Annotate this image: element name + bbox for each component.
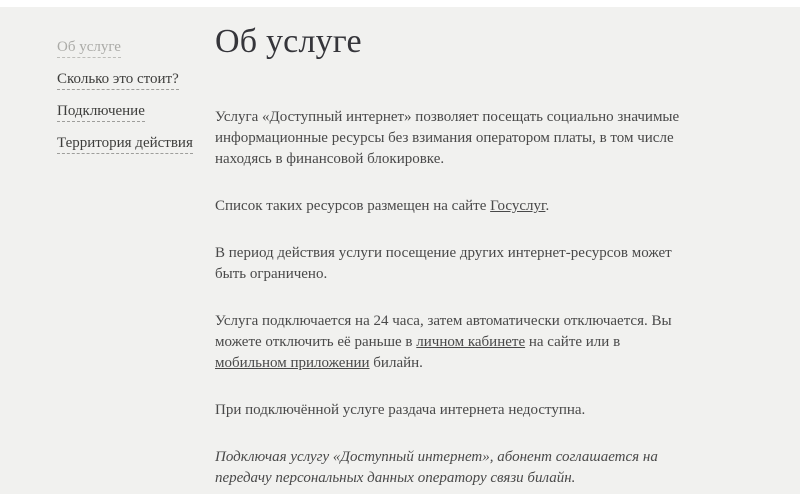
sidebar-nav — [57, 39, 193, 154]
inline-link[interactable]: личном кабинете — [416, 334, 526, 350]
inline-link[interactable]: мобильном приложении — [215, 355, 370, 371]
article-paragraph — [215, 196, 693, 217]
paragraph-text: билайн. — [369, 355, 423, 371]
sidebar-item-1[interactable]: Об услуге — [57, 39, 121, 58]
inline-link[interactable]: Госуслуг — [490, 198, 546, 214]
paragraph-text: В период действия услуги посещение других интернет-ресурсов может быть ограничено. — [215, 245, 672, 282]
page-title: Об услуге — [215, 23, 362, 60]
content-area — [0, 7, 800, 494]
sidebar-item-2[interactable]: Сколько это стоит? — [57, 71, 179, 90]
article-paragraph — [215, 243, 693, 285]
article-paragraph-note — [215, 447, 693, 489]
paragraph-text: Подключая услугу «Доступный интернет», абонент соглашается на передачу персональных данных оператору связи билайн. — [215, 449, 658, 486]
paragraph-text: При подключённой услуге раздача интернета недоступна. — [215, 402, 586, 418]
paragraph-text: Список таких ресурсов размещен на сайте — [215, 198, 491, 214]
paragraph-text: Услуга «Доступный интернет» позволяет посещать социально значимые информационные ресурсы без взимания оператором платы, в том числе находясь в финансовой блокировке. — [215, 109, 680, 167]
article-paragraph — [215, 311, 693, 374]
article-paragraph — [215, 107, 693, 170]
article — [215, 19, 693, 494]
article-body — [215, 107, 693, 489]
sidebar-item-3[interactable]: Подключение — [57, 103, 145, 122]
paragraph-text: на сайте или в — [525, 334, 621, 350]
paragraph-text: . — [545, 198, 550, 214]
paragraph-text: Услуга подключается на 24 часа, затем автоматически отключается. Вы можете отключить её раньше в — [215, 313, 672, 350]
article-paragraph — [215, 400, 693, 421]
sidebar-item-4[interactable]: Территория действия — [57, 135, 193, 154]
